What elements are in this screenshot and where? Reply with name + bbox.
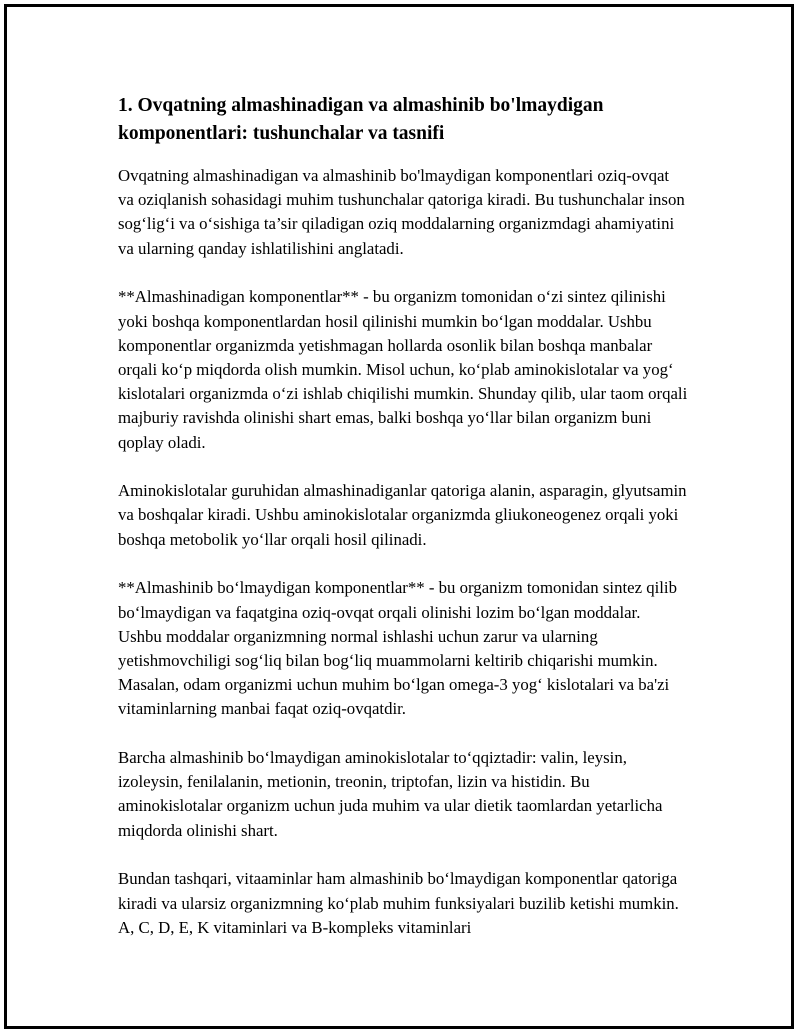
paragraph-essential-amino-acids: Barcha almashinib bo‘lmaydigan aminokislotalar to‘qqiztadir: valin, leysin, izoleysin, fenilalanin, metionin, treonin, triptofan, lizin va histidin. Bu aminokislotalar organizm uchun juda muhim va ular dietik taomlardan yetarlicha miqdorda olinishi shart. [118, 748, 663, 840]
paragraph-intro: Ovqatning almashinadigan va almashinib bo'lmaydigan komponentlari oziq-ovqat va oziqlanish sohasidagi muhim tushunchalar qatoriga kiradi. Bu tushunchalar inson sog‘lig‘i va o‘sishiga ta’sir qiladigan oziq moddalarning organizmdagi ahamiyatini va ularning qanday ishlatilishini anglatadi. [118, 166, 685, 258]
paragraph-vitamins: Bundan tashqari, vitaaminlar ham almashinib bo‘lmaydigan komponentlar qatoriga kiradi va ularsiz organizmning ko‘plab muhim funksiyalari buzilib ketishi mumkin. A, C, D, E, K vitaminlari va B-kompleks vitaminlari [118, 869, 679, 937]
paragraph-replaceable-amino-acids: Aminokislotalar guruhidan almashinadiganlar qatoriga alanin, asparagin, glyutsamin va boshqalar kiradi. Ushbu aminokislotalar organizmda gliukoneogenez orqali yoki boshqa metobolik yo‘llar orqali hosil qilinadi. [118, 481, 687, 549]
document-body [118, 92, 688, 940]
paragraph-essential-components: **Almashinib bo‘lmaydigan komponentlar** - bu organizm tomonidan sintez qilib bo‘lmaydigan va faqatgina oziq-ovqat orqali olinishi lozim bo‘lgan moddalar. Ushbu moddalar organizmning normal ishlashi uchun zarur va ularning yetishmovchiligi sog‘liq bilan bog‘liq muammolarni keltirib chiqarishi mumkin. Masalan, odam organizmi uchun muhim bo‘lgan omega-3 yog‘ kislotalari va ba'zi vitaminlarning manbai faqat oziq-ovqatdir. [118, 578, 677, 719]
section-heading: 1. Ovqatning almashinadigan va almashinib bo'lmaydigan komponentlari: tushunchalar va tasnifi [118, 95, 604, 144]
paragraph-replaceable-components: **Almashinadigan komponentlar** - bu organizm tomonidan o‘zi sintez qilinishi yoki boshqa komponentlardan hosil qilinishi mumkin bo‘lgan moddalar. Ushbu komponentlar organizmda yetishmagan hollarda osonlik bilan boshqa manbalar orqali ko‘p miqdorda olish mumkin. Misol uchun, ko‘plab aminokislotalar va yog‘ kislotalari organizmda o‘zi ishlab chiqilishi mumkin. Shunday qilib, ular taom orqali majburiy ravishda olinishi shart emas, balki boshqa yo‘llar bilan organizm buni qoplay oladi. [118, 287, 688, 452]
